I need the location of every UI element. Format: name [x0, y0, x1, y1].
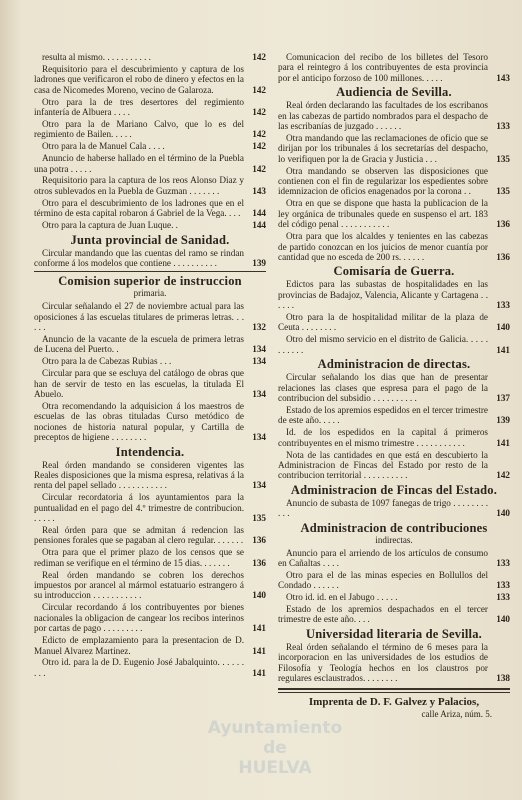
- index-entry: [34, 97, 266, 118]
- section-heading: Comisaría de Guerra.: [333, 264, 455, 279]
- section-heading: Universidad literaria de Sevilla.: [305, 626, 483, 641]
- index-entry: [278, 279, 510, 310]
- page-number: 134: [252, 344, 266, 355]
- index-entry: [278, 334, 510, 355]
- index-entry: [34, 198, 266, 219]
- index-entry: [278, 450, 510, 481]
- page-number: 135: [252, 513, 266, 524]
- entry-text: Real órden mandando se cobren los derechos impuestos por arancel al mármol estatuario estrangero á su introduccion . . . . . . . . . . .: [34, 569, 244, 601]
- index-entry: [34, 141, 266, 151]
- section-heading: Junta provincial de Sanidad.: [70, 232, 230, 247]
- entry-text: Nota de las cantidades en que está en descubierto la Administracion de Fincas del Estado por resto de la contribucion territorial . . . . . . . . . .: [278, 449, 488, 481]
- page-number: 139: [252, 257, 266, 268]
- section-heading: Administracion de directas.: [317, 357, 471, 372]
- entry-text: Otra para que el primer plazo de los censos que se rediman se verifique en el término de 15 dias. . . . . . .: [34, 547, 244, 568]
- section-heading: Intendencia.: [115, 444, 185, 459]
- page-number: 136: [252, 557, 266, 568]
- page-number: 134: [252, 389, 266, 400]
- index-entry: [34, 52, 266, 62]
- entry-text: Circular mandando que las cuentas del ramo se rindan conforme á los modelos que contiene . . . . . . . . . .: [34, 247, 244, 268]
- entry-text: Edictos para las subastas de hospitalidades en las provincias de Badajoz, Valencia, Alicante y Cartagena . . . . . .: [278, 279, 488, 311]
- index-entry: [34, 153, 266, 174]
- page-number: 138: [496, 673, 510, 684]
- page-number: 133: [496, 121, 510, 132]
- entry-text: resulta al mismo. . . . . . . . . . .: [42, 52, 151, 62]
- page-number: 136: [496, 251, 510, 262]
- page-number: 136: [252, 535, 266, 546]
- page-number: 144: [252, 208, 266, 219]
- page-number: 142: [252, 84, 266, 95]
- index-entry: [34, 401, 266, 443]
- index-entry: [34, 570, 266, 601]
- index-entry: [278, 548, 510, 569]
- entry-text: Circular recordatoria á los ayuntamientos para la puntualidad en el pago del 4.º trimestre de contribucion. . . . . .: [34, 492, 244, 524]
- page-number: 134: [252, 432, 266, 443]
- left-column: [34, 52, 266, 720]
- section-subheading: indirectas.: [375, 534, 413, 545]
- entry-text: Otro para la de Cabezas Rubias . . .: [42, 356, 172, 367]
- entry-text: Otra mandando que las reclamaciones de oficio que se dirijan por los tribunales á los secretarías del despacho, lo verifiquen por la de Gracia y Justicia . . .: [278, 132, 488, 164]
- page-number: 139: [496, 415, 510, 426]
- index-entry: [34, 368, 266, 399]
- index-entry: [34, 492, 266, 523]
- page-number: 142: [496, 470, 510, 481]
- watermark-line-2: HUELVA: [238, 758, 312, 778]
- page-number: 141: [252, 645, 266, 656]
- printer-imprint: [278, 696, 510, 720]
- page-number: 133: [496, 580, 510, 591]
- page-number: 134: [252, 480, 266, 491]
- index-entry: [278, 198, 510, 229]
- page-number: 133: [496, 592, 510, 603]
- index-entry: [278, 570, 510, 591]
- page-number: 135: [496, 153, 510, 164]
- index-entry: [34, 602, 266, 633]
- index-columns: [34, 52, 512, 720]
- entry-text: Circular para que se escluya del catálogo de obras que han de servir de testo en las escuelas, la titulada El Abuelo.: [34, 368, 244, 400]
- section-heading: Comision superior de instruccion: [58, 274, 242, 289]
- entry-text: Anuncio de subasta de 1097 fanegas de trigo . . . . . . . . . . .: [278, 497, 488, 519]
- entry-text: Anuncio de la vacante de la escuela de primera letras de Lucena del Puerto. .: [34, 334, 244, 355]
- index-entry: [34, 657, 266, 678]
- right-column: [278, 52, 510, 720]
- page-number: 142: [252, 129, 266, 140]
- entry-text: Id. de los espedidos en la capital á primeros contribuyentes en el mismo trimestre . . . . . . . . . . .: [278, 427, 488, 448]
- entry-text: Otra para que los alcaldes y tenientes en las cabezas de partido conozcan en los juicios de menor cuantía por cantidad que no esceda de 200 rs. . . . . .: [278, 231, 488, 262]
- index-entry: [278, 642, 510, 684]
- index-entry: [278, 592, 510, 602]
- entry-text: Comunicacion del recibo de los billetes del Tesoro para el reintegro á los contribuyentes de esta provincia por el anticipo forzoso de 100 millones. . . . .: [278, 52, 488, 83]
- page-number: 141: [252, 623, 266, 634]
- section-heading: Administracion de Fincas del Estado.: [290, 482, 498, 497]
- page-number: 141: [496, 344, 510, 355]
- entry-text: Circular recordando á los contribuyentes por bienes nacionales la obligacion de cangear los recibos interinos por cartas de pago . . . . . . . . .: [34, 602, 244, 634]
- section-subheading: primaria.: [133, 288, 167, 299]
- page-number: 133: [496, 557, 510, 568]
- entry-text: Otro id. para la de D. Eugenio José Jabalquinto. . . . . . . . .: [34, 657, 244, 678]
- entry-text: Requisitorio para la captura de los reos Alonso Diaz y otros sublevados en la Puebla de Guzman . . . . . . .: [34, 175, 244, 196]
- page-number: 143: [252, 185, 266, 196]
- imprint-name: Imprenta de D. F. Galvez y Palacios,: [308, 695, 480, 708]
- entry-text: Otra en que se dispone que hasta la publicacion de la ley orgánica de tribunales quede en suspenso el art. 183 del código penal . . . . . . . . . . .: [278, 198, 488, 230]
- entry-text: Circular señalando los dias que han de presentar relaciones las clases que espresa para el pago de la contribucion del subsidio . . . . . . . . . .: [278, 372, 488, 403]
- page-number: 142: [252, 141, 266, 152]
- page-number: 134: [252, 356, 266, 367]
- page-number: 140: [496, 614, 510, 625]
- entry-text: Otro para la de tres desertores del regimiento infantería de Albuera . . . .: [34, 96, 244, 118]
- index-entry: [34, 460, 266, 491]
- page-number: 142: [252, 52, 266, 62]
- entry-text: Otro para la de Manuel Cala . . . .: [42, 141, 165, 152]
- entry-text: Anuncio de haberse hallado en el término de la Puebla una potra . . . . .: [34, 153, 244, 174]
- index-entry: [278, 231, 510, 262]
- index-entry: [278, 133, 510, 164]
- entry-text: Otro id. id. en el Jabugo . . . . .: [286, 592, 398, 603]
- page-number: 140: [496, 322, 510, 333]
- entry-text: Otro para el de las minas especies en Bollullos del Condado . . . . . .: [278, 569, 488, 591]
- index-entry: [34, 301, 266, 332]
- index-entry: [278, 498, 510, 519]
- index-entry: [278, 427, 510, 448]
- page-number: 132: [252, 322, 266, 333]
- entry-text: Otra mandando se observen las disposiciones que contienen con el fin de regularizar los espedientes sobre idemnizacion de oficios enagenados por la corona . .: [278, 165, 488, 197]
- divider: [34, 271, 266, 272]
- index-entry: [278, 312, 510, 333]
- section-heading: Audiencia de Sevilla.: [336, 85, 452, 100]
- index-entry: [34, 248, 266, 269]
- index-entry: [34, 635, 266, 656]
- index-entry: [278, 52, 510, 83]
- page-number: 137: [496, 392, 510, 403]
- page-number: 135: [496, 186, 510, 197]
- watermark-stamp: [195, 718, 355, 778]
- entry-text: Requisitorio para el descubrimiento y captura de los ladrones que verificaron el robo de dinero y efectos en la casa de Nicomedes Moreno, vecino de Galaroza.: [34, 63, 244, 95]
- index-entry: [34, 356, 266, 366]
- index-entry: [34, 334, 266, 355]
- page-number: 133: [496, 300, 510, 311]
- page-number: 141: [252, 667, 266, 678]
- double-divider: [278, 688, 510, 693]
- entry-text: Otro para el descubrimiento de los ladrones que en el término de esta capital robaron á Gabriel de la Vega. . . .: [34, 197, 244, 219]
- section-heading: Administracion de contribuciones: [300, 520, 488, 535]
- index-entry: [34, 525, 266, 546]
- page-number: 140: [252, 590, 266, 601]
- index-entry: [34, 175, 266, 196]
- page-number: 142: [252, 163, 266, 174]
- index-entry: [278, 100, 510, 131]
- page-number: 136: [496, 219, 510, 230]
- entry-text: Otro del mismo servicio en el distrito de Galicia. . . . . . . . . . .: [278, 334, 488, 355]
- entry-text: Otro para la de hospitalidad militar de la plaza de Ceuta . . . . . . . .: [278, 312, 488, 333]
- entry-text: Otro para la de Mariano Calvo, que lo es del regimiento de Bailen. . . . .: [34, 118, 244, 140]
- page-number: 140: [496, 508, 510, 519]
- entry-text: Otro para la captura de Juan Luque. .: [42, 220, 178, 231]
- entry-text: Estado de los apremios espedidos en el tercer trimestre de este año. . . . .: [278, 404, 488, 426]
- entry-text: Real órden mandando se consideren vigentes las Reales disposiciones que la misma espresa, relativas á la renta del papel sellado . . . . . . . . . . .: [34, 459, 244, 491]
- entry-text: Estado de los apremios despachados en el tercer trimestre de este año. . . .: [278, 604, 488, 625]
- entry-text: Real órden para que se admitan á redencion las pensiones forales que se pagaban al clero regular. . . . . . .: [34, 525, 244, 546]
- watermark-line-1: Ayuntamiento de: [207, 718, 343, 758]
- page-number: 143: [496, 72, 510, 83]
- entry-text: Edicto de emplazamiento para la presentacion de D. Manuel Alvarez Martinez.: [34, 635, 244, 656]
- entry-text: Anuncio para el arriendo de los artículos de consumo en Cañaltas . . . .: [278, 547, 488, 568]
- index-entry: [278, 372, 510, 403]
- page-number: 141: [496, 437, 510, 448]
- index-entry: [278, 405, 510, 426]
- index-entry: [34, 547, 266, 568]
- index-entry: [34, 119, 266, 140]
- imprint-address: calle Ariza, núm. 5.: [421, 708, 492, 719]
- index-entry: [278, 166, 510, 197]
- entry-text: Real órden declarando las facultades de los escribanos en las cabezas de partido nombrados para el despacho de las escribanías de juzgado . . . . . .: [278, 100, 488, 132]
- entry-text: Circular señalando el 27 de noviembre actual para las oposiciones á las escuelas titulares de primeras letras. . . . . .: [34, 301, 244, 333]
- entry-text: Real órden señalando el término de 6 meses para la incorporacion en las universidades de los estudios de Filosofía y Teología hechos en los claustros por regulares esclaustrados. . . . . . . .: [278, 641, 488, 684]
- entry-text: Otra recomendando la adquisicion á los maestros de escuelas de las obras tituladas Curso metódico de nociones de historia natural popular, y Cartilla de preceptos de higiene . . . . . . . .: [34, 400, 244, 443]
- index-entry: [34, 64, 266, 95]
- page-number: 142: [252, 107, 266, 118]
- index-entry: [34, 220, 266, 230]
- index-entry: [278, 604, 510, 625]
- page-number: 144: [252, 220, 266, 231]
